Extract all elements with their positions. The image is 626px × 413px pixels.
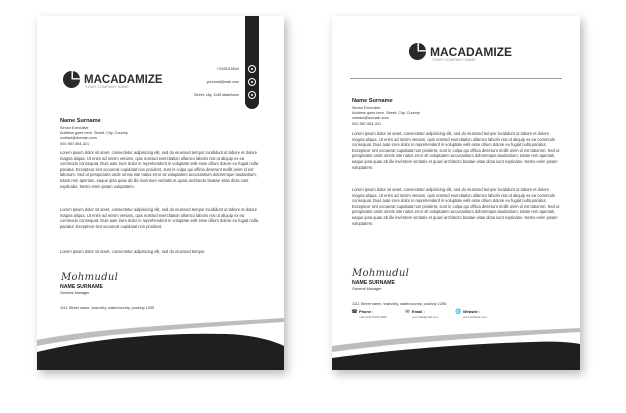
header-email: yourmail@mail.com bbox=[206, 80, 239, 84]
footer-website bbox=[456, 310, 487, 319]
recipient-email: contact@domain.com bbox=[60, 136, 97, 141]
footer-wave bbox=[37, 310, 284, 370]
footer-email-label: Email : bbox=[412, 309, 425, 314]
logo-mark-icon bbox=[62, 70, 81, 89]
body-paragraph: Lorem ipsum dolor sit amet, consectetur adipisicing elit, sed do eiusmod tempor incididunt ut labore et dolore magna aliqua. Ut enim ad minim veniam, quis nostrud exercitation ullamco laboris nisi ut aliquip ex ea commodo consequat. Duis aute irure dolor in reprehenderit in voluptate velit esse cillum dolore eu fugiat nulla pariatur. Excepteur sint occaecat cupidatat non proident, sunt in culpa qui officia deserunt mollit anim id est laborum. Sed ut perspiciatis unde omnis iste natus error sit voluptatem accusantium doloremque laudantium, totam rem aperiam, eaque ipsa quae ab illo inventore veritatis et quasi architecto beatae vitae dicta sunt explicabo. Nemo enim ipsam voluptatem. bbox=[60, 150, 258, 189]
footer-phone-value: +00 1234 5678 9085 bbox=[359, 314, 387, 319]
footer-website-value: www.website.com bbox=[463, 314, 487, 319]
header-address: Street, city, 1145 state/town bbox=[194, 93, 239, 97]
footer-address: 1111 Street name, town/city, state/country, post/zip 1255 bbox=[60, 306, 155, 310]
email-icon: ✉ bbox=[405, 309, 410, 315]
recipient-name: Name Surname bbox=[352, 98, 393, 104]
recipient-details bbox=[60, 126, 128, 147]
signer-title: General Manager bbox=[60, 291, 90, 295]
phone-icon: ☎ bbox=[351, 309, 358, 315]
body-paragraph: Lorem ipsum dolor sit amet, consectetur adipisicing elit, sed do eiusmod tempor incididunt ut labore et dolore magna aliqua. Ut enim ad minim veniam, quis nostrud exercitation ullamco laboris nisi ut aliquip ex ea commodo consequat. Duis aute irure dolor in reprehenderit in voluptate velit esse cillum dolore eu fugiat nulla pariatur. Excepteur sint occaecat cupidatat non proident. bbox=[60, 207, 258, 229]
logo-mark-icon bbox=[408, 42, 427, 61]
location-icon bbox=[248, 91, 256, 99]
body-paragraph: Lorem ipsum dolor sit amet, consectetur adipisicing elit, sed do eiusmod tempor incididunt ut labore et dolore magna aliqua. Ut enim ad minim veniam, quis nostrud exercitation ullamco laboris nisi ut aliquip ex ea commodo consequat. Duis aute irure dolor in reprehenderit in voluptate velit esse cillum dolore eu fugiat nulla pariatur. Excepteur sint occaecat cupidatat non proident, sunt in culpa qui officia deserunt mollit anim id est laborum. Sed ut perspiciatis unde omnis iste natus error sit voluptatem accusantium doloremque laudantium, totam rem aperiam, eaque ipsa quae ab illo inventore veritatis et quasi architecto beatae vitae dicta sunt explicabo. Nemo enim ipsam voluptatem. bbox=[352, 131, 560, 170]
letterhead-right bbox=[332, 16, 580, 370]
website-icon: 🌐 bbox=[455, 309, 462, 315]
recipient-email: contact@domain.com bbox=[352, 116, 389, 121]
footer-email-value: yourmail@mail.com bbox=[412, 314, 439, 319]
signature: Mohmudul bbox=[352, 268, 410, 279]
recipient-title: Senior Executive bbox=[60, 126, 89, 130]
recipient-address: Address goes here. Street, City, Country bbox=[352, 111, 420, 116]
recipient-name: Name Surname bbox=[60, 118, 101, 124]
body-paragraph: Lorem ipsum dolor sit amet, consectetur adipisicing elit, sed do eiusmod tempor. bbox=[60, 249, 206, 254]
email-icon bbox=[248, 78, 256, 86]
header-divider bbox=[350, 78, 562, 79]
footer-phone bbox=[352, 310, 387, 319]
body-paragraph: Lorem ipsum dolor sit amet, consectetur adipisicing elit, sed do eiusmod tempor incididunt ut labore et dolore magna aliqua. Ut enim ad minim veniam, quis nostrud exercitation ullamco laboris nisi ut aliquip ex ea commodo consequat. Duis aute irure dolor in reprehenderit in voluptate velit esse cillum dolore eu fugiat nulla pariatur. Excepteur sint occaecat cupidatat non proident, sunt in culpa qui officia deserunt mollit anim id est laborum. Sed ut perspiciatis unde omnis iste natus error sit voluptatem accusantium doloremque laudantium, totam rem aperiam, eaque ipsa quae ab illo inventore veritatis et quasi architecto beatae vitae dicta sunt explicabo. Nemo enim ipsam voluptatem. bbox=[352, 187, 560, 226]
letterhead-left bbox=[37, 16, 284, 370]
header-phone: +2345115544 bbox=[216, 67, 239, 71]
footer-phone-label: Phone : bbox=[359, 309, 374, 314]
signer-title: General Manager bbox=[352, 287, 382, 291]
signature: Mohmudul bbox=[61, 272, 119, 283]
company-tagline: YOUR COMPANY NAME bbox=[432, 58, 477, 62]
signer-name: NAME SURNAME bbox=[60, 284, 103, 290]
signer-name: NAME SURNAME bbox=[352, 280, 395, 286]
footer-wave bbox=[332, 322, 580, 370]
recipient-details bbox=[352, 106, 420, 127]
phone-icon bbox=[248, 65, 256, 73]
footer-email bbox=[405, 310, 438, 319]
recipient-phone: 000-987-654-321 bbox=[60, 141, 90, 146]
recipient-address: Address goes here. Street, City, Country bbox=[60, 131, 128, 136]
footer-address: 1111 Street name, town/city, state/country, post/zip 1255 bbox=[352, 302, 447, 306]
footer-website-label: Website : bbox=[463, 309, 481, 314]
company-name: MACADAMIZE bbox=[430, 44, 512, 59]
company-name: MACADAMIZE bbox=[84, 73, 163, 86]
header-accent-bar bbox=[245, 16, 259, 109]
company-tagline: YOUR COMPANY NAME bbox=[85, 85, 130, 89]
recipient-phone: 000-987-654-321 bbox=[352, 121, 382, 126]
recipient-title: Senior Executive bbox=[352, 106, 381, 110]
